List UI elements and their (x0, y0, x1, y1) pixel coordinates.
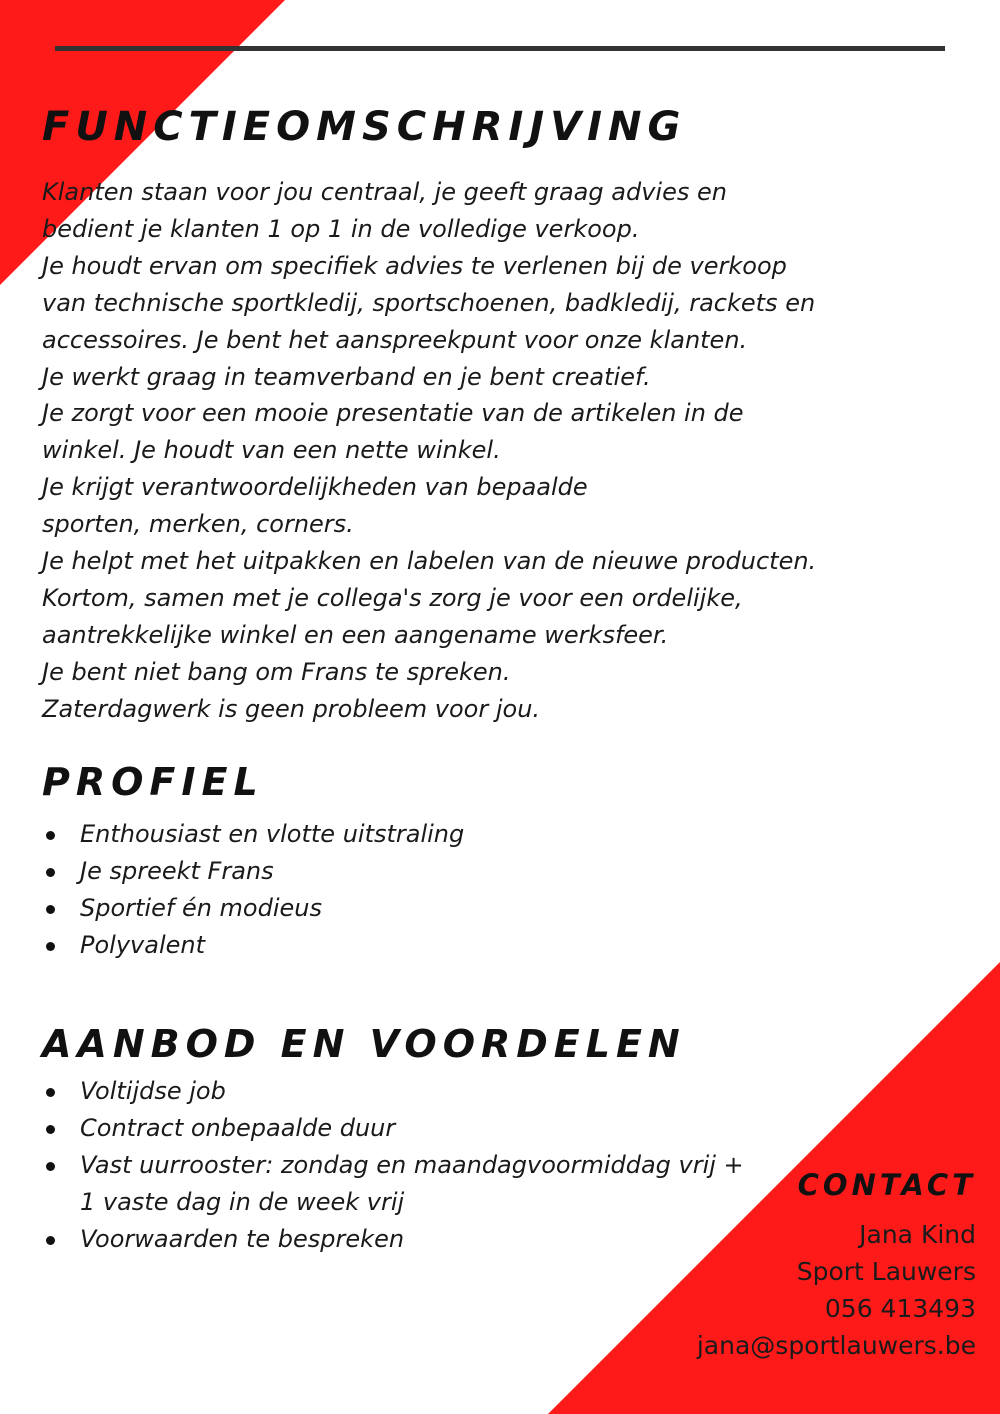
description-line: Je houdt ervan om specifiek advies te verlenen bij de verkoop (42, 251, 787, 280)
list-item-text: Voorwaarden te bespreken (80, 1224, 405, 1253)
bullet-icon (46, 1088, 55, 1097)
description-line: Klanten staan voor jou centraal, je geeft graag advies en (42, 178, 727, 206)
list-item-text: Vast uurrooster: zondag en maandagvoormiddag vrij + (80, 1150, 744, 1179)
list-item (42, 1147, 744, 1221)
description-line: van technische sportkledij, sportschoenen, badkledij, rackets en (42, 288, 816, 317)
description-line: winkel. Je houdt van een nette winkel. (42, 436, 501, 465)
contact-name: Jana Kind (859, 1220, 976, 1249)
profiel-heading: PROFIEL (42, 760, 264, 804)
list-item-text: Voltijdse job (80, 1077, 226, 1105)
description-line: Je bent niet bang om Frans te spreken. (42, 657, 511, 686)
list-item (42, 890, 464, 927)
functieomschrijving-heading: FUNCTIEOMSCHRIJVING (42, 104, 687, 150)
description-line: bedient je klanten 1 op 1 in de volledige verkoop. (42, 214, 640, 243)
bullet-icon (46, 1236, 55, 1245)
bullet-icon (46, 942, 55, 951)
bullet-icon (46, 905, 55, 914)
description-line: accessoires. Je bent het aanspreekpunt voor onze klanten. (42, 325, 748, 354)
list-item-continuation: 1 vaste dag in de week vrij (80, 1187, 405, 1216)
aanbod-heading: AANBOD EN VOORDELEN (42, 1022, 686, 1066)
list-item-text: Polyvalent (80, 930, 205, 959)
description-line: Je helpt met het uitpakken en labelen van de nieuwe producten. (42, 547, 817, 576)
list-item (42, 816, 464, 853)
list-item-text: Enthousiast en vlotte uitstraling (80, 820, 465, 848)
bullet-icon (46, 831, 55, 840)
bullet-icon (46, 1162, 55, 1171)
description-line: Zaterdagwerk is geen probleem voor jou. (42, 694, 541, 723)
description-line: Je zorgt voor een mooie presentatie van de artikelen in de (42, 399, 744, 428)
list-item (42, 1110, 744, 1147)
list-item-text: Contract onbepaalde duur (80, 1113, 396, 1142)
contact-block (697, 1168, 976, 1364)
description-line: Je krijgt verantwoordelijkheden van bepaalde (42, 473, 588, 502)
profiel-list (42, 816, 464, 964)
bullet-icon (46, 1125, 55, 1134)
list-item-text: Je spreekt Frans (80, 856, 274, 885)
contact-phone: 056 413493 (824, 1294, 976, 1323)
description-line: Kortom, samen met je collega's zorg je voor een ordelijke, (42, 583, 743, 612)
description-line: aantrekkelijke winkel en een aangename werksfeer. (42, 620, 669, 649)
top-divider (55, 46, 945, 51)
description-line: sporten, merken, corners. (42, 510, 354, 539)
contact-company: Sport Lauwers (796, 1257, 976, 1286)
bullet-icon (46, 868, 55, 877)
list-item (42, 1221, 744, 1258)
functieomschrijving-text (42, 174, 822, 728)
aanbod-list (42, 1073, 744, 1258)
list-item (42, 853, 464, 890)
list-item-text: Sportief én modieus (80, 893, 322, 922)
description-line: Je werkt graag in teamverband en je bent creatief. (42, 362, 651, 391)
contact-heading: CONTACT (797, 1168, 976, 1202)
contact-email: jana@sportlauwers.be (696, 1331, 976, 1360)
list-item (42, 927, 464, 964)
list-item (42, 1073, 744, 1110)
